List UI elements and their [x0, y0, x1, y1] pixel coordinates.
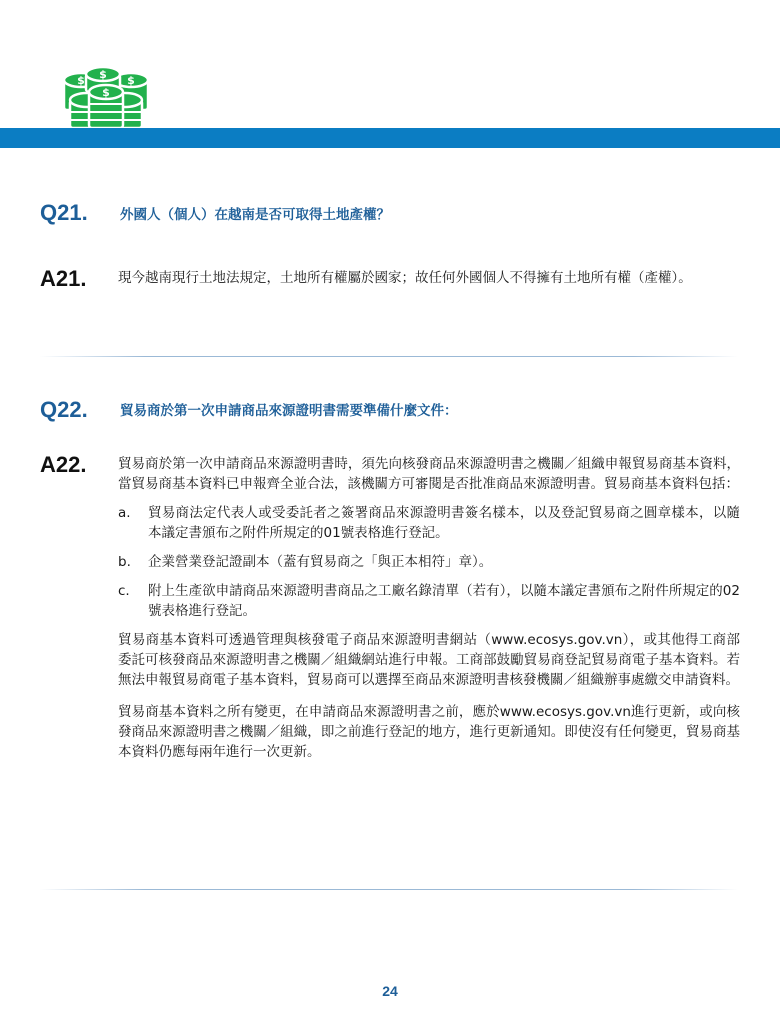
svg-text:$: $	[102, 86, 110, 99]
list-item	[118, 503, 740, 543]
answer-label-a21: A21.	[40, 266, 87, 291]
stacked-dollar-coins-icon	[60, 66, 152, 132]
answer-intro: 貿易商於第一次申請商品來源證明書時，須先向核發商品來源證明書之機關／組織申報貿易商基本資料，當貿易商基本資料已申報齊全並合法，該機關方可審閱是否批准商品來源證明書。貿易商基本資料包括：	[118, 456, 740, 492]
question-text-q22: 貿易商於第一次申請商品來源證明書需要準備什麼文件：	[120, 403, 458, 419]
list-marker: c.	[118, 583, 130, 599]
answer-label-a22: A22.	[40, 452, 87, 477]
question-label-q21: Q21.	[40, 200, 88, 225]
svg-text:$: $	[77, 74, 85, 87]
list-item	[118, 552, 740, 572]
answer-text-a22	[118, 454, 740, 762]
list-item-text: 附上生產欲申請商品來源證明書商品之工廠名錄清單（若有），以隨本議定書頒布之附件所規定的02號表格進行登記。	[148, 583, 740, 619]
page-number: 24	[382, 983, 398, 999]
list-marker: a.	[118, 505, 131, 521]
document-list	[118, 503, 740, 621]
list-item-text: 貿易商法定代表人或受委託者之簽署商品來源證明書簽名樣本，以及登記貿易商之圓章樣本，以隨本議定書頒布之附件所規定的01號表格進行登記。	[148, 505, 740, 541]
answer-text-a21	[118, 268, 740, 288]
svg-text:$: $	[99, 68, 107, 81]
section-divider	[40, 889, 738, 890]
svg-text:$: $	[127, 74, 135, 87]
list-item-text: 企業營業登記證副本（蓋有貿易商之「與正本相符」章）。	[148, 554, 493, 570]
list-item	[118, 581, 740, 621]
question-text-q21: 外國人（個人）在越南是否可取得土地產權？	[120, 207, 390, 223]
section-divider	[40, 356, 738, 357]
list-marker: b.	[118, 554, 131, 570]
answer-paragraph-update: 貿易商基本資料之所有變更，在申請商品來源證明書之前，應於www.ecosys.gov.vn進行更新，或向核發商品來源證明書之機關／組織，即之前進行登記的地方，進行更新通知。即使沒有任何變更，貿易商基本資料仍應每兩年進行一次更新。	[118, 704, 740, 760]
question-label-q22: Q22.	[40, 397, 88, 422]
answer-paragraph-website: 貿易商基本資料可透過管理與核發電子商品來源證明書網站（www.ecosys.gov.vn），或其他得工商部委託可核發商品來源證明書之機關／組織網站進行申報。工商部鼓勵貿易商登記貿易商電子基本資料。若無法申報貿易商電子基本資料，貿易商可以選擇至商品來源證明書核發機關／組織辦事處繳交申請資料。	[118, 632, 740, 688]
answer-paragraph: 現今越南現行土地法規定，土地所有權屬於國家；故任何外國個人不得擁有土地所有權（產權）。	[118, 270, 692, 286]
header-bar	[0, 128, 780, 148]
